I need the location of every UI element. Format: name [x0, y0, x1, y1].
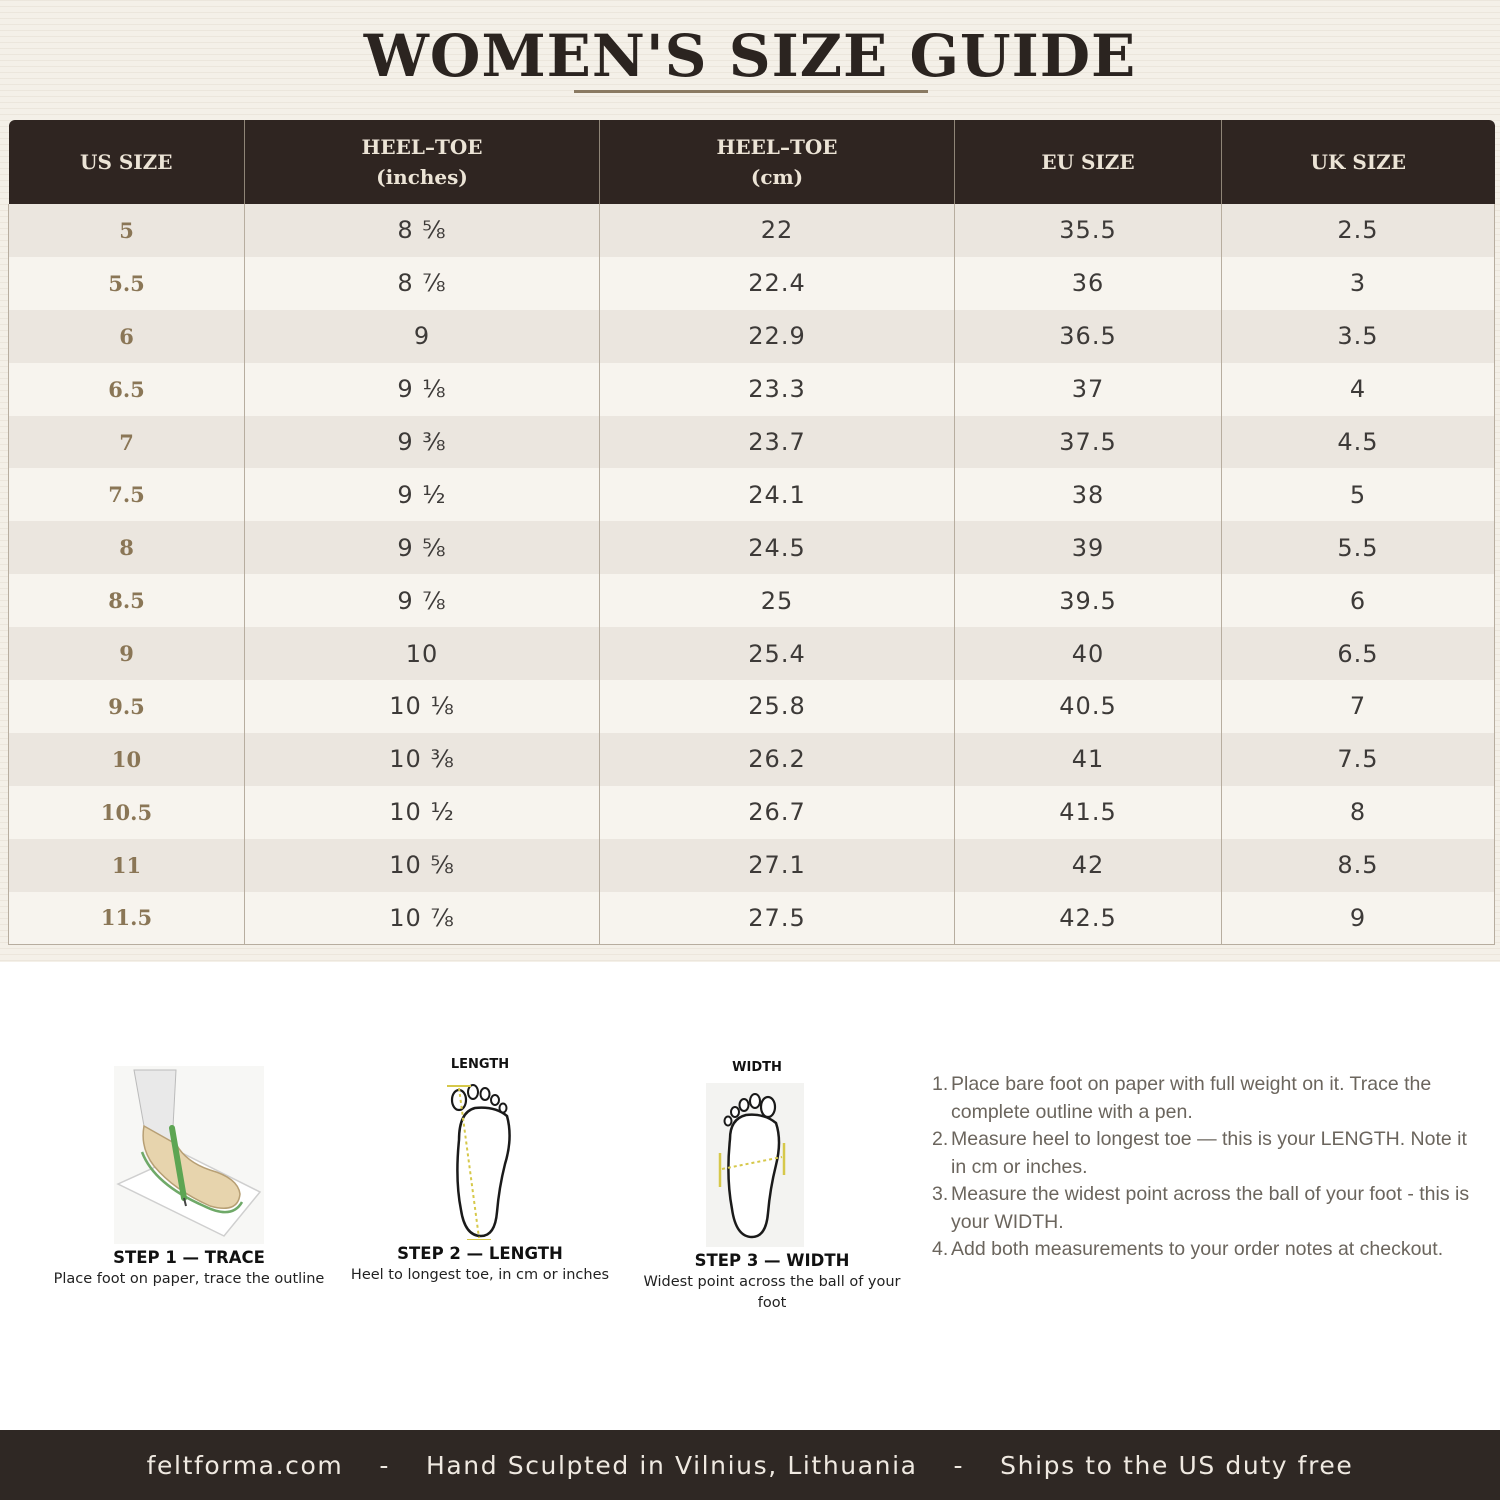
cell-heel-toe-inches: 10 ⅝	[245, 839, 600, 892]
cell-uk-size: 4	[1222, 363, 1495, 416]
table-row	[9, 680, 1495, 733]
instruction-item: Add both measurements to your order notes at checkout.	[951, 1238, 1444, 1260]
table-row	[9, 416, 1495, 469]
cell-us-size: 8.5	[9, 574, 245, 627]
width-label: WIDTH	[732, 1060, 782, 1075]
cell-us-size: 8	[9, 521, 245, 574]
cell-uk-size: 8	[1222, 786, 1495, 839]
cell-eu-size: 36.5	[955, 310, 1222, 363]
cell-heel-toe-cm: 27.5	[600, 892, 955, 945]
cell-uk-size: 2.5	[1222, 204, 1495, 257]
cell-heel-toe-inches: 9 ⅛	[245, 363, 600, 416]
cell-eu-size: 37	[955, 363, 1222, 416]
header-label: UK SIZE	[1310, 150, 1406, 174]
cell-heel-toe-inches: 8 ⅞	[245, 257, 600, 310]
footer-bar	[0, 1430, 1500, 1500]
cell-eu-size: 41	[955, 733, 1222, 786]
table-row	[9, 468, 1495, 521]
cell-eu-size: 40.5	[955, 680, 1222, 733]
table-row	[9, 627, 1495, 680]
cell-us-size: 7	[9, 416, 245, 469]
table-row	[9, 786, 1495, 839]
cell-eu-size: 39.5	[955, 574, 1222, 627]
table-header-row	[9, 120, 1495, 204]
cell-heel-toe-cm: 22	[600, 204, 955, 257]
cell-heel-toe-inches: 10	[245, 627, 600, 680]
measuring-instructions	[930, 1071, 1470, 1264]
header-heel-toe-cm	[600, 120, 955, 204]
cell-eu-size: 42.5	[955, 892, 1222, 945]
instruction-item: Measure heel to longest toe — this is your LENGTH. Note it in cm or inches.	[951, 1128, 1467, 1178]
cell-uk-size: 3.5	[1222, 310, 1495, 363]
table-row	[9, 574, 1495, 627]
table-row	[9, 521, 1495, 574]
cell-heel-toe-cm: 27.1	[600, 839, 955, 892]
cell-heel-toe-inches: 10 ⅞	[245, 892, 600, 945]
cell-eu-size: 35.5	[955, 204, 1222, 257]
cell-eu-size: 38	[955, 468, 1222, 521]
table-row	[9, 310, 1495, 363]
foot-length-icon	[435, 1080, 525, 1240]
instruction-item: Measure the widest point across the ball of your foot - this is your WIDTH.	[951, 1183, 1470, 1233]
cell-us-size: 11.5	[9, 892, 245, 945]
cell-heel-toe-inches: 9 ⅞	[245, 574, 600, 627]
cell-us-size: 9	[9, 627, 245, 680]
cell-uk-size: 5.5	[1222, 521, 1495, 574]
cell-heel-toe-inches: 9	[245, 310, 600, 363]
cell-heel-toe-cm: 26.2	[600, 733, 955, 786]
header-label: EU SIZE	[1041, 150, 1135, 174]
cell-heel-toe-cm: 24.5	[600, 521, 955, 574]
cell-heel-toe-cm: 26.7	[600, 786, 955, 839]
size-table	[8, 120, 1495, 945]
step-width	[640, 1060, 904, 1314]
header-unit: (inches)	[376, 165, 468, 189]
title-underline	[574, 90, 928, 93]
table-row	[9, 839, 1495, 892]
header-label: US SIZE	[80, 150, 173, 174]
header-eu-size	[955, 120, 1222, 204]
cell-heel-toe-cm: 24.1	[600, 468, 955, 521]
cell-eu-size: 42	[955, 839, 1222, 892]
cell-uk-size: 6.5	[1222, 627, 1495, 680]
table-row	[9, 363, 1495, 416]
table-row	[9, 892, 1495, 945]
step-description: Heel to longest toe, in cm or inches	[350, 1267, 610, 1283]
step-title: STEP 2 — LENGTH	[397, 1244, 563, 1263]
footer-separator: -	[379, 1450, 390, 1480]
cell-heel-toe-inches: 9 ½	[245, 468, 600, 521]
header-heel-toe-inches	[245, 120, 600, 204]
cell-uk-size: 7.5	[1222, 733, 1495, 786]
cell-eu-size: 36	[955, 257, 1222, 310]
header-label: HEEL–TOE	[361, 135, 483, 159]
cell-uk-size: 9	[1222, 892, 1495, 945]
cell-uk-size: 8.5	[1222, 839, 1495, 892]
footer-separator: -	[953, 1450, 965, 1480]
cell-eu-size: 37.5	[955, 416, 1222, 469]
foot-trace-icon	[114, 1066, 264, 1244]
table-row	[9, 257, 1495, 310]
header-uk-size	[1222, 120, 1495, 204]
header-unit: (cm)	[750, 165, 804, 189]
step-trace	[40, 1066, 338, 1290]
cell-us-size: 11	[9, 839, 245, 892]
header-us-size	[9, 120, 245, 204]
table-row	[9, 733, 1495, 786]
cell-us-size: 6	[9, 310, 245, 363]
cell-heel-toe-inches: 10 ⅛	[245, 680, 600, 733]
footer-site: feltforma.com	[146, 1450, 344, 1480]
table-row	[9, 204, 1495, 257]
foot-width-icon	[700, 1077, 810, 1247]
instruction-item: Place bare foot on paper with full weight on it. Trace the complete outline with a pen.	[951, 1073, 1432, 1123]
cell-us-size: 7.5	[9, 468, 245, 521]
cell-uk-size: 6	[1222, 574, 1495, 627]
cell-heel-toe-inches: 9 ⅜	[245, 416, 600, 469]
cell-eu-size: 41.5	[955, 786, 1222, 839]
page-title: WOMEN'S SIZE GUIDE	[363, 22, 1137, 90]
cell-uk-size: 5	[1222, 468, 1495, 521]
cell-uk-size: 4.5	[1222, 416, 1495, 469]
cell-eu-size: 40	[955, 627, 1222, 680]
cell-uk-size: 3	[1222, 257, 1495, 310]
cell-eu-size: 39	[955, 521, 1222, 574]
cell-heel-toe-inches: 10 ⅜	[245, 733, 600, 786]
cell-us-size: 5	[9, 204, 245, 257]
step-title: STEP 3 — WIDTH	[694, 1251, 850, 1270]
cell-heel-toe-cm: 25.8	[600, 680, 955, 733]
cell-heel-toe-cm: 25.4	[600, 627, 955, 680]
cell-heel-toe-inches: 8 ⅝	[245, 204, 600, 257]
cell-heel-toe-cm: 22.9	[600, 310, 955, 363]
cell-us-size: 6.5	[9, 363, 245, 416]
cell-heel-toe-cm: 23.3	[600, 363, 955, 416]
step-title: STEP 1 — TRACE	[113, 1248, 265, 1267]
footer-origin: Hand Sculpted in Vilnius, Lithuania	[425, 1450, 918, 1480]
step-description: Widest point across the ball of your foot	[643, 1274, 901, 1311]
step-description: Place foot on paper, trace the outline	[53, 1271, 325, 1287]
cell-heel-toe-cm: 23.7	[600, 416, 955, 469]
cell-heel-toe-inches: 9 ⅝	[245, 521, 600, 574]
cell-heel-toe-cm: 22.4	[600, 257, 955, 310]
cell-us-size: 9.5	[9, 680, 245, 733]
cell-us-size: 10.5	[9, 786, 245, 839]
cell-heel-toe-cm: 25	[600, 574, 955, 627]
cell-uk-size: 7	[1222, 680, 1495, 733]
cell-us-size: 5.5	[9, 257, 245, 310]
length-label: LENGTH	[450, 1057, 510, 1072]
step-length	[340, 1057, 620, 1286]
cell-us-size: 10	[9, 733, 245, 786]
header-label: HEEL–TOE	[716, 135, 838, 159]
footer-shipping: Ships to the US duty free	[1000, 1450, 1354, 1480]
cell-heel-toe-inches: 10 ½	[245, 786, 600, 839]
